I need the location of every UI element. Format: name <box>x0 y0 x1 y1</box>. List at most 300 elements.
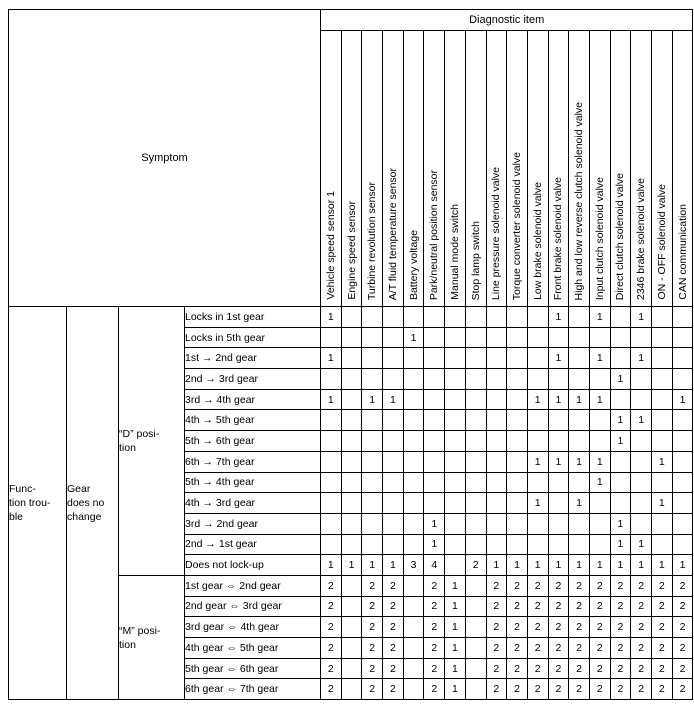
priority-cell <box>465 327 486 348</box>
priority-cell: 1 <box>362 555 383 576</box>
priority-cell <box>403 451 424 472</box>
priority-cell: 2 <box>527 596 548 617</box>
priority-cell: 2 <box>486 575 507 596</box>
priority-cell <box>403 679 424 700</box>
priority-cell <box>652 410 673 431</box>
priority-cell <box>527 327 548 348</box>
priority-cell <box>383 472 404 493</box>
diagnostic-item-header-cell <box>445 31 466 307</box>
diagnostic-item-label: Battery voltage <box>407 229 420 300</box>
priority-cell <box>652 431 673 452</box>
priority-cell <box>507 493 528 514</box>
priority-cell <box>569 327 590 348</box>
priority-cell: 1 <box>445 617 466 638</box>
priority-cell: 2 <box>548 679 569 700</box>
priority-cell: 1 <box>548 307 569 328</box>
priority-cell <box>610 451 631 472</box>
priority-cell <box>631 472 652 493</box>
priority-cell <box>383 410 404 431</box>
priority-cell: 2 <box>465 555 486 576</box>
priority-cell <box>424 307 445 328</box>
priority-cell <box>486 493 507 514</box>
priority-cell <box>362 534 383 555</box>
priority-cell: 2 <box>672 596 693 617</box>
priority-cell: 1 <box>445 679 466 700</box>
priority-cell: 2 <box>610 679 631 700</box>
priority-cell <box>486 513 507 534</box>
priority-cell: 2 <box>672 638 693 659</box>
priority-cell: 1 <box>321 307 342 328</box>
priority-cell: 1 <box>652 493 673 514</box>
diagnostic-item-header-cell <box>610 31 631 307</box>
priority-cell <box>507 534 528 555</box>
priority-cell <box>486 369 507 390</box>
priority-cell <box>486 348 507 369</box>
priority-cell: 2 <box>527 617 548 638</box>
priority-cell: 1 <box>321 348 342 369</box>
priority-cell: 2 <box>610 596 631 617</box>
priority-cell <box>589 327 610 348</box>
priority-cell <box>465 638 486 659</box>
priority-cell: 2 <box>507 596 528 617</box>
priority-cell: 2 <box>610 575 631 596</box>
diagnostic-item-header-cell <box>589 31 610 307</box>
priority-cell <box>321 431 342 452</box>
diagnostic-item-label: Turbine revolution sensor <box>365 181 378 300</box>
priority-cell: 2 <box>383 596 404 617</box>
priority-cell <box>672 513 693 534</box>
priority-cell <box>445 307 466 328</box>
priority-cell <box>631 513 652 534</box>
priority-cell <box>465 348 486 369</box>
priority-cell: 2 <box>672 575 693 596</box>
priority-cell <box>465 389 486 410</box>
priority-cell <box>445 410 466 431</box>
priority-cell <box>652 369 673 390</box>
priority-cell: 2 <box>486 638 507 659</box>
priority-cell: 2 <box>424 638 445 659</box>
priority-cell <box>569 369 590 390</box>
priority-cell: 1 <box>589 389 610 410</box>
priority-cell <box>341 451 362 472</box>
priority-cell <box>548 369 569 390</box>
priority-cell <box>445 555 466 576</box>
priority-cell <box>465 493 486 514</box>
priority-cell <box>403 431 424 452</box>
priority-cell <box>527 410 548 431</box>
condition-label: 2nd → 3rd gear <box>185 369 321 390</box>
priority-cell <box>465 658 486 679</box>
condition-label: 4th gear ⇔ 5th gear <box>185 638 321 659</box>
diagnostic-item-label: Stop lamp switch <box>469 220 482 300</box>
priority-cell <box>652 307 673 328</box>
condition-label: Locks in 1st gear <box>185 307 321 328</box>
priority-cell <box>383 307 404 328</box>
priority-cell <box>362 513 383 534</box>
priority-cell: 2 <box>424 617 445 638</box>
priority-cell: 2 <box>652 575 673 596</box>
priority-cell: 1 <box>631 307 652 328</box>
priority-cell: 1 <box>610 555 631 576</box>
priority-cell: 1 <box>424 513 445 534</box>
priority-cell <box>445 472 466 493</box>
priority-cell <box>569 513 590 534</box>
priority-cell <box>465 307 486 328</box>
priority-cell: 1 <box>569 451 590 472</box>
priority-cell <box>589 431 610 452</box>
priority-cell <box>548 534 569 555</box>
m-position-group: “M” posi- tion <box>119 575 185 699</box>
priority-cell <box>548 513 569 534</box>
condition-label: 4th → 5th gear <box>185 410 321 431</box>
priority-cell <box>486 389 507 410</box>
priority-cell <box>362 348 383 369</box>
diagnostic-item-label: Vehicle speed sensor 1 <box>324 191 337 300</box>
condition-label: 3rd gear ⇔ 4th gear <box>185 617 321 638</box>
priority-cell <box>341 493 362 514</box>
priority-cell <box>465 617 486 638</box>
priority-cell <box>341 389 362 410</box>
priority-cell: 1 <box>445 638 466 659</box>
diagnostic-item-header-cell <box>362 31 383 307</box>
priority-cell <box>465 369 486 390</box>
priority-cell <box>465 596 486 617</box>
condition-label: 3rd → 4th gear <box>185 389 321 410</box>
diagnostic-item-label: Engine speed sensor <box>345 201 358 300</box>
priority-cell: 2 <box>383 679 404 700</box>
diagnostic-item-header-cell <box>486 31 507 307</box>
priority-cell: 2 <box>589 575 610 596</box>
priority-cell <box>445 513 466 534</box>
priority-cell: 2 <box>383 575 404 596</box>
priority-cell: 2 <box>424 679 445 700</box>
priority-cell <box>341 431 362 452</box>
condition-label: Does not lock-up <box>185 555 321 576</box>
priority-cell: 2 <box>321 679 342 700</box>
priority-cell: 2 <box>321 638 342 659</box>
priority-cell <box>610 389 631 410</box>
condition-label: 2nd gear ⇔ 3rd gear <box>185 596 321 617</box>
priority-cell: 1 <box>672 389 693 410</box>
priority-cell: 2 <box>589 617 610 638</box>
priority-cell <box>507 513 528 534</box>
priority-cell <box>341 327 362 348</box>
diagnostic-item-label: Direct clutch solenoid valve <box>614 172 627 300</box>
diagnostic-item-header-cell <box>424 31 445 307</box>
diagnostic-item-label: 2346 brake solenoid valve <box>634 177 647 300</box>
priority-cell: 2 <box>652 658 673 679</box>
condition-label: 1st gear ⇔ 2nd gear <box>185 575 321 596</box>
priority-cell: 2 <box>383 638 404 659</box>
priority-cell <box>362 472 383 493</box>
priority-cell: 2 <box>569 679 590 700</box>
condition-label: Locks in 5th gear <box>185 327 321 348</box>
condition-label: 3rd → 2nd gear <box>185 513 321 534</box>
priority-cell <box>403 513 424 534</box>
priority-cell <box>486 451 507 472</box>
priority-cell: 2 <box>527 658 548 679</box>
priority-cell: 1 <box>403 327 424 348</box>
priority-cell <box>321 513 342 534</box>
priority-cell <box>507 348 528 369</box>
priority-cell: 1 <box>445 596 466 617</box>
priority-cell: 2 <box>321 596 342 617</box>
diagnostic-item-header-cell <box>548 31 569 307</box>
priority-cell <box>548 327 569 348</box>
priority-cell <box>507 369 528 390</box>
priority-cell <box>362 327 383 348</box>
priority-cell <box>465 575 486 596</box>
priority-cell <box>465 679 486 700</box>
priority-cell <box>672 348 693 369</box>
priority-cell: 2 <box>362 679 383 700</box>
priority-cell: 1 <box>631 348 652 369</box>
priority-cell: 2 <box>362 575 383 596</box>
priority-cell <box>610 493 631 514</box>
priority-cell: 1 <box>569 493 590 514</box>
priority-cell: 2 <box>507 679 528 700</box>
diagnostic-item-label: Park/neutral position sensor <box>428 169 441 300</box>
priority-cell <box>403 534 424 555</box>
priority-cell <box>507 389 528 410</box>
diagnostic-item-header-cell <box>465 31 486 307</box>
diagnostic-item-header-cell <box>341 31 362 307</box>
priority-cell <box>403 575 424 596</box>
priority-cell <box>321 534 342 555</box>
priority-cell <box>652 534 673 555</box>
priority-cell: 2 <box>610 638 631 659</box>
condition-label: 1st → 2nd gear <box>185 348 321 369</box>
priority-cell: 2 <box>631 575 652 596</box>
condition-label: 5th gear ⇔ 6th gear <box>185 658 321 679</box>
priority-cell <box>424 348 445 369</box>
priority-cell: 3 <box>403 555 424 576</box>
priority-cell: 1 <box>589 307 610 328</box>
priority-cell <box>672 327 693 348</box>
priority-cell <box>383 534 404 555</box>
symptom-header: Symptom <box>9 10 321 307</box>
priority-cell <box>527 534 548 555</box>
priority-cell <box>341 410 362 431</box>
priority-cell: 2 <box>548 638 569 659</box>
priority-cell <box>445 451 466 472</box>
priority-cell <box>424 410 445 431</box>
priority-cell <box>672 431 693 452</box>
condition-label: 5th → 4th gear <box>185 472 321 493</box>
priority-cell <box>507 431 528 452</box>
priority-cell: 1 <box>631 534 652 555</box>
priority-cell: 2 <box>631 617 652 638</box>
priority-cell <box>507 307 528 328</box>
priority-cell: 2 <box>548 658 569 679</box>
priority-cell <box>341 596 362 617</box>
priority-cell <box>465 513 486 534</box>
d-position-group: “D” posi- tion <box>119 307 185 576</box>
priority-cell: 2 <box>569 617 590 638</box>
priority-cell: 1 <box>445 575 466 596</box>
priority-cell: 2 <box>321 617 342 638</box>
priority-cell <box>610 307 631 328</box>
priority-cell <box>403 617 424 638</box>
priority-cell: 1 <box>507 555 528 576</box>
priority-cell <box>652 327 673 348</box>
priority-cell <box>341 307 362 328</box>
priority-cell <box>486 534 507 555</box>
priority-cell: 1 <box>527 493 548 514</box>
priority-cell: 4 <box>424 555 445 576</box>
priority-cell: 2 <box>589 596 610 617</box>
priority-cell <box>569 348 590 369</box>
priority-cell: 2 <box>672 679 693 700</box>
priority-cell <box>321 410 342 431</box>
priority-cell: 1 <box>341 555 362 576</box>
priority-cell <box>589 369 610 390</box>
priority-cell <box>383 493 404 514</box>
priority-cell: 2 <box>652 638 673 659</box>
priority-cell <box>403 658 424 679</box>
priority-cell: 2 <box>548 617 569 638</box>
priority-cell <box>403 638 424 659</box>
priority-cell: 1 <box>610 513 631 534</box>
priority-cell: 1 <box>610 431 631 452</box>
priority-cell: 1 <box>527 389 548 410</box>
priority-cell: 1 <box>610 534 631 555</box>
priority-cell <box>672 451 693 472</box>
priority-cell <box>569 410 590 431</box>
priority-cell <box>486 327 507 348</box>
priority-cell: 2 <box>589 679 610 700</box>
priority-cell <box>424 451 445 472</box>
priority-cell: 2 <box>527 638 548 659</box>
priority-cell <box>445 493 466 514</box>
priority-cell: 2 <box>548 575 569 596</box>
priority-cell <box>362 410 383 431</box>
priority-cell: 2 <box>527 575 548 596</box>
priority-cell <box>341 369 362 390</box>
priority-cell: 1 <box>589 451 610 472</box>
priority-cell: 1 <box>589 472 610 493</box>
condition-label: 4th → 3rd gear <box>185 493 321 514</box>
priority-cell: 2 <box>362 596 383 617</box>
priority-cell <box>507 472 528 493</box>
priority-cell <box>403 472 424 493</box>
priority-cell <box>321 493 342 514</box>
priority-cell <box>445 534 466 555</box>
diagnostic-item-header-cell <box>383 31 404 307</box>
priority-cell: 1 <box>589 348 610 369</box>
priority-cell <box>341 617 362 638</box>
priority-cell <box>548 493 569 514</box>
priority-cell: 2 <box>548 596 569 617</box>
priority-cell <box>672 369 693 390</box>
priority-cell: 2 <box>631 679 652 700</box>
priority-cell: 2 <box>383 617 404 638</box>
priority-cell: 2 <box>424 658 445 679</box>
priority-cell: 1 <box>652 451 673 472</box>
priority-cell: 2 <box>507 638 528 659</box>
function-trouble-group: Func- tion trou- ble <box>9 307 67 700</box>
priority-cell <box>672 493 693 514</box>
priority-cell <box>548 472 569 493</box>
diagnostic-item-label: Manual mode switch <box>448 204 461 300</box>
priority-cell <box>403 493 424 514</box>
priority-cell <box>569 431 590 452</box>
priority-cell: 2 <box>631 658 652 679</box>
priority-cell: 1 <box>486 555 507 576</box>
priority-cell <box>652 472 673 493</box>
priority-cell <box>341 679 362 700</box>
priority-cell <box>672 472 693 493</box>
priority-cell <box>445 348 466 369</box>
priority-cell <box>445 389 466 410</box>
priority-cell: 2 <box>507 617 528 638</box>
diagnostic-item-label: Torque converter solenoid valve <box>510 151 523 300</box>
priority-cell <box>321 451 342 472</box>
priority-cell: 1 <box>610 410 631 431</box>
priority-cell <box>321 327 342 348</box>
priority-cell: 2 <box>486 596 507 617</box>
priority-cell <box>403 369 424 390</box>
priority-cell: 2 <box>631 638 652 659</box>
diagnostic-item-header-cell <box>569 31 590 307</box>
priority-cell: 1 <box>383 389 404 410</box>
priority-cell <box>486 472 507 493</box>
priority-cell: 2 <box>424 575 445 596</box>
priority-cell <box>507 451 528 472</box>
priority-cell <box>362 307 383 328</box>
priority-cell <box>631 431 652 452</box>
priority-cell: 1 <box>527 451 548 472</box>
priority-cell <box>341 513 362 534</box>
priority-cell <box>652 348 673 369</box>
diagnostic-item-label: High and low reverse clutch solenoid valve <box>572 101 585 300</box>
priority-cell <box>589 513 610 534</box>
priority-cell <box>631 389 652 410</box>
diagnostic-item-header-cell <box>321 31 342 307</box>
priority-cell <box>424 369 445 390</box>
diagnostic-item-header-cell <box>403 31 424 307</box>
priority-cell <box>652 513 673 534</box>
priority-cell <box>631 493 652 514</box>
priority-cell <box>589 534 610 555</box>
priority-cell <box>527 513 548 534</box>
priority-cell <box>569 472 590 493</box>
priority-cell <box>569 534 590 555</box>
condition-label: 5th → 6th gear <box>185 431 321 452</box>
priority-cell: 2 <box>569 596 590 617</box>
priority-cell <box>403 596 424 617</box>
priority-cell <box>465 410 486 431</box>
priority-cell <box>424 327 445 348</box>
priority-cell: 2 <box>569 658 590 679</box>
priority-cell: 2 <box>652 679 673 700</box>
diagnostic-item-label: Front brake solenoid valve <box>552 176 565 300</box>
condition-label: 6th → 7th gear <box>185 451 321 472</box>
priority-cell <box>362 451 383 472</box>
priority-cell: 2 <box>321 575 342 596</box>
priority-cell: 2 <box>631 596 652 617</box>
priority-cell: 1 <box>672 555 693 576</box>
priority-cell <box>341 638 362 659</box>
priority-cell <box>527 307 548 328</box>
priority-cell: 1 <box>569 389 590 410</box>
priority-cell <box>341 534 362 555</box>
priority-cell <box>631 451 652 472</box>
priority-cell <box>383 513 404 534</box>
priority-cell: 2 <box>383 658 404 679</box>
priority-cell <box>403 389 424 410</box>
diagnostic-item-label: Low brake solenoid valve <box>531 182 544 300</box>
